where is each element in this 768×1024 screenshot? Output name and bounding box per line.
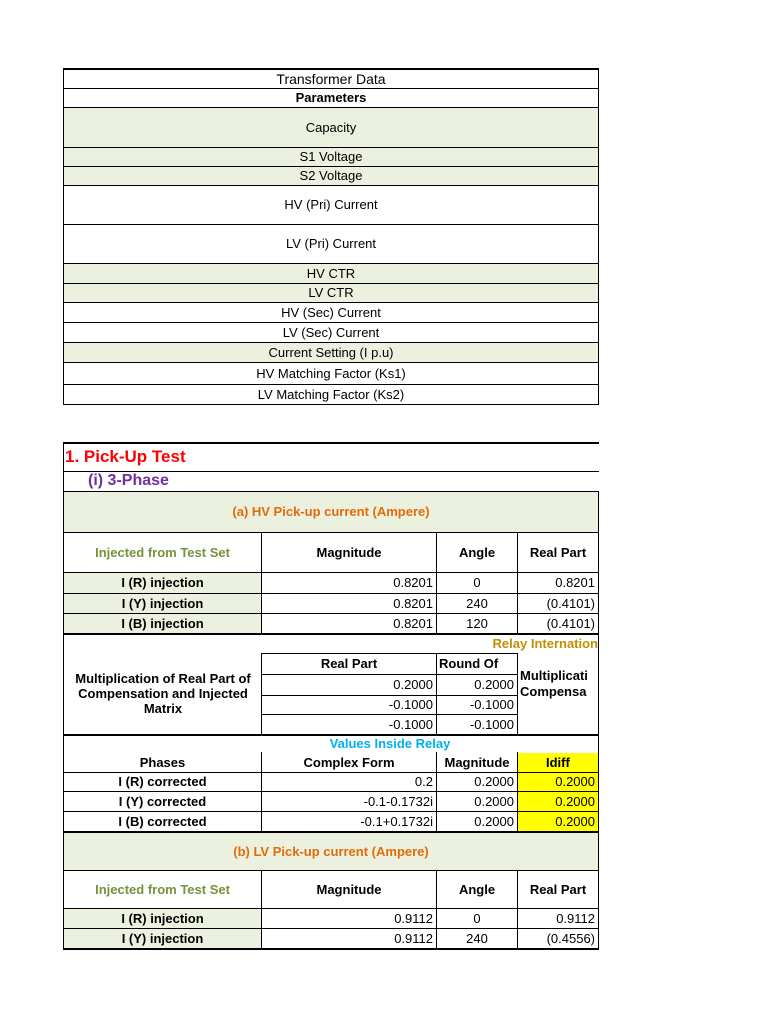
- corrected-row-complex: -0.1+0.1732i: [360, 813, 433, 829]
- lv-row-label: I (R) injection: [64, 909, 261, 928]
- param-hv-matching-factor: HV Matching Factor (Ks1): [256, 365, 406, 381]
- hv-row-real: (0.4101): [546, 615, 595, 631]
- lv-row-magnitude: 0.9112: [394, 910, 433, 926]
- param-current-setting: Current Setting (I p.u): [64, 343, 598, 362]
- phases-header: Phases: [139, 754, 186, 770]
- mult-round-header: Round Of: [439, 656, 499, 671]
- lv-row-magnitude: 0.9112: [394, 930, 433, 946]
- param-hv-ctr: HV CTR: [64, 264, 598, 283]
- idiff-header: Idiff: [518, 753, 598, 772]
- corrected-row-label: I (R) corrected: [118, 774, 207, 789]
- mult-real-header: Real Part: [320, 656, 378, 671]
- param-lv-matching-factor: LV Matching Factor (Ks2): [257, 386, 405, 402]
- hv-row-angle: 240: [466, 595, 488, 611]
- hv-row-real: 0.8201: [555, 575, 595, 590]
- relay-internal-label: Relay Internation: [492, 636, 598, 651]
- hv-row-label: I (B) injection: [64, 614, 261, 633]
- parameters-header: Parameters: [295, 90, 367, 105]
- corrected-row-label: I (B) corrected: [118, 813, 207, 829]
- values-inside-relay-label: Values Inside Relay: [329, 736, 451, 751]
- hv-row-magnitude: 0.8201: [393, 615, 433, 631]
- corrected-row-idiff: 0.2000: [518, 773, 598, 791]
- transformer-title: Transformer Data: [276, 71, 386, 87]
- corrected-row-idiff: 0.2000: [518, 792, 598, 811]
- lv-row-real: 0.9112: [556, 910, 595, 926]
- hv-pickup-title: (a) HV Pick-up current (Ampere): [64, 492, 598, 532]
- three-phase-subtitle: (i) 3-Phase: [88, 472, 169, 489]
- injected-header: Injected from Test Set: [95, 881, 230, 897]
- magnitude-header: Magnitude: [316, 544, 382, 560]
- param-hv-pri-current: HV (Pri) Current: [284, 197, 378, 212]
- complex-form-header: Complex Form: [303, 754, 395, 770]
- angle-header: Angle: [458, 881, 496, 897]
- real-part-header: Real Part: [529, 544, 587, 560]
- hv-row-real: (0.4101): [546, 595, 595, 611]
- lv-row-label: I (Y) injection: [64, 929, 261, 948]
- hv-row-magnitude: 0.8201: [393, 575, 433, 590]
- param-lv-sec-current: LV (Sec) Current: [282, 324, 380, 340]
- hv-row-angle: 120: [466, 615, 488, 631]
- mult-row-round: 0.2000: [474, 677, 514, 692]
- angle-header: Angle: [458, 544, 496, 560]
- param-s2-voltage: S2 Voltage: [64, 167, 598, 185]
- magnitude-header: Magnitude: [444, 754, 510, 770]
- lv-row-real: (0.4556): [546, 930, 595, 946]
- real-part-header: Real Part: [529, 881, 587, 897]
- mult-row-real: -0.1000: [388, 697, 433, 712]
- mult-row-real: 0.2000: [393, 677, 433, 692]
- corrected-row-complex: -0.1-0.1732i: [363, 793, 433, 809]
- corrected-row-idiff: 0.2000: [518, 812, 598, 831]
- injected-header: Injected from Test Set: [95, 544, 230, 560]
- mult-row-real: -0.1000: [388, 716, 433, 732]
- corrected-row-complex: 0.2: [414, 774, 433, 789]
- param-lv-pri-current: LV (Pri) Current: [285, 236, 377, 251]
- mult-right-label: Multiplicati Compensa: [520, 668, 588, 699]
- mult-row-round: -0.1000: [469, 697, 514, 712]
- param-capacity: Capacity: [64, 108, 598, 147]
- corrected-row-magnitude: 0.2000: [474, 813, 514, 829]
- hv-row-label: I (R) injection: [64, 573, 261, 593]
- param-hv-sec-current: HV (Sec) Current: [281, 304, 381, 320]
- lv-row-angle: 0: [473, 910, 481, 926]
- hv-row-label: I (Y) injection: [64, 594, 261, 613]
- pickup-test-title: 1. Pick-Up Test: [65, 447, 186, 466]
- param-lv-ctr: LV CTR: [64, 284, 598, 302]
- corrected-row-magnitude: 0.2000: [474, 793, 514, 809]
- param-s1-voltage: S1 Voltage: [64, 148, 598, 166]
- mult-row-round: -0.1000: [469, 716, 514, 732]
- corrected-row-label: I (Y) corrected: [118, 793, 207, 809]
- corrected-row-magnitude: 0.2000: [474, 774, 514, 789]
- hv-row-magnitude: 0.8201: [393, 595, 433, 611]
- lv-row-angle: 240: [466, 930, 488, 946]
- magnitude-header: Magnitude: [316, 881, 382, 897]
- multiplication-label: Multiplication of Real Part of Compensation and Injected Matrix: [75, 670, 251, 716]
- hv-row-angle: 0: [473, 575, 481, 590]
- lv-pickup-title: (b) LV Pick-up current (Ampere): [64, 833, 598, 870]
